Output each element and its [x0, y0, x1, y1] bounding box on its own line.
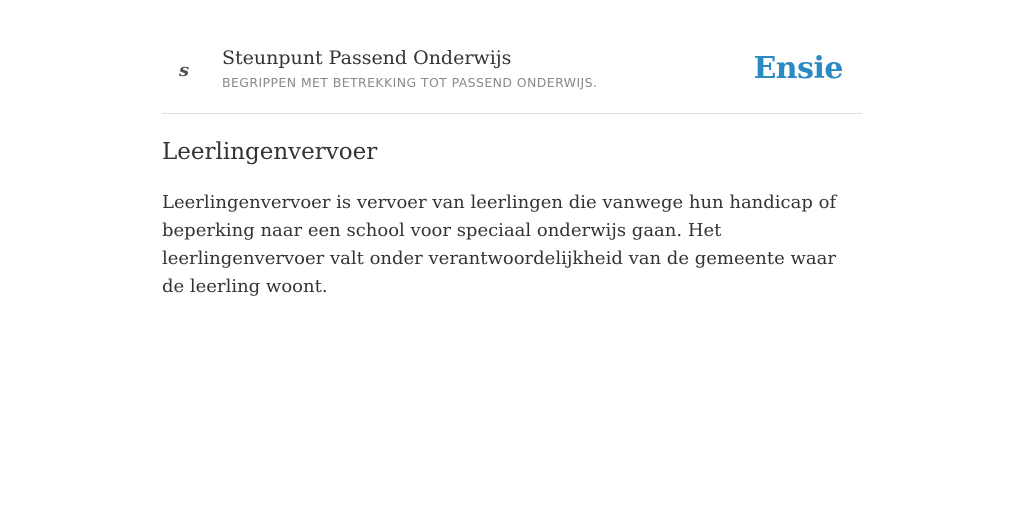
site-tagline: BEGRIPPEN MET BETREKKING TOT PASSEND ONDERWIJS.: [222, 75, 598, 90]
page-container: [162, 0, 862, 297]
page-title: Leerlingenvervoer: [162, 139, 378, 165]
ensie-brand-link[interactable]: Ensie: [753, 51, 843, 86]
site-logo-icon[interactable]: s: [179, 60, 190, 81]
site-title[interactable]: Steunpunt Passend Onderwijs: [222, 47, 512, 69]
site-header: [162, 0, 862, 114]
article-body: Leerlingenvervoer is vervoer van leerlingen die vanwege hun handicap of beperking naar een school voor speciaal onderwijs gaan. Het leerlingenvervoer valt onder verantwoordelijkheid van de gemeente waar de leerling woont.: [162, 192, 837, 297]
